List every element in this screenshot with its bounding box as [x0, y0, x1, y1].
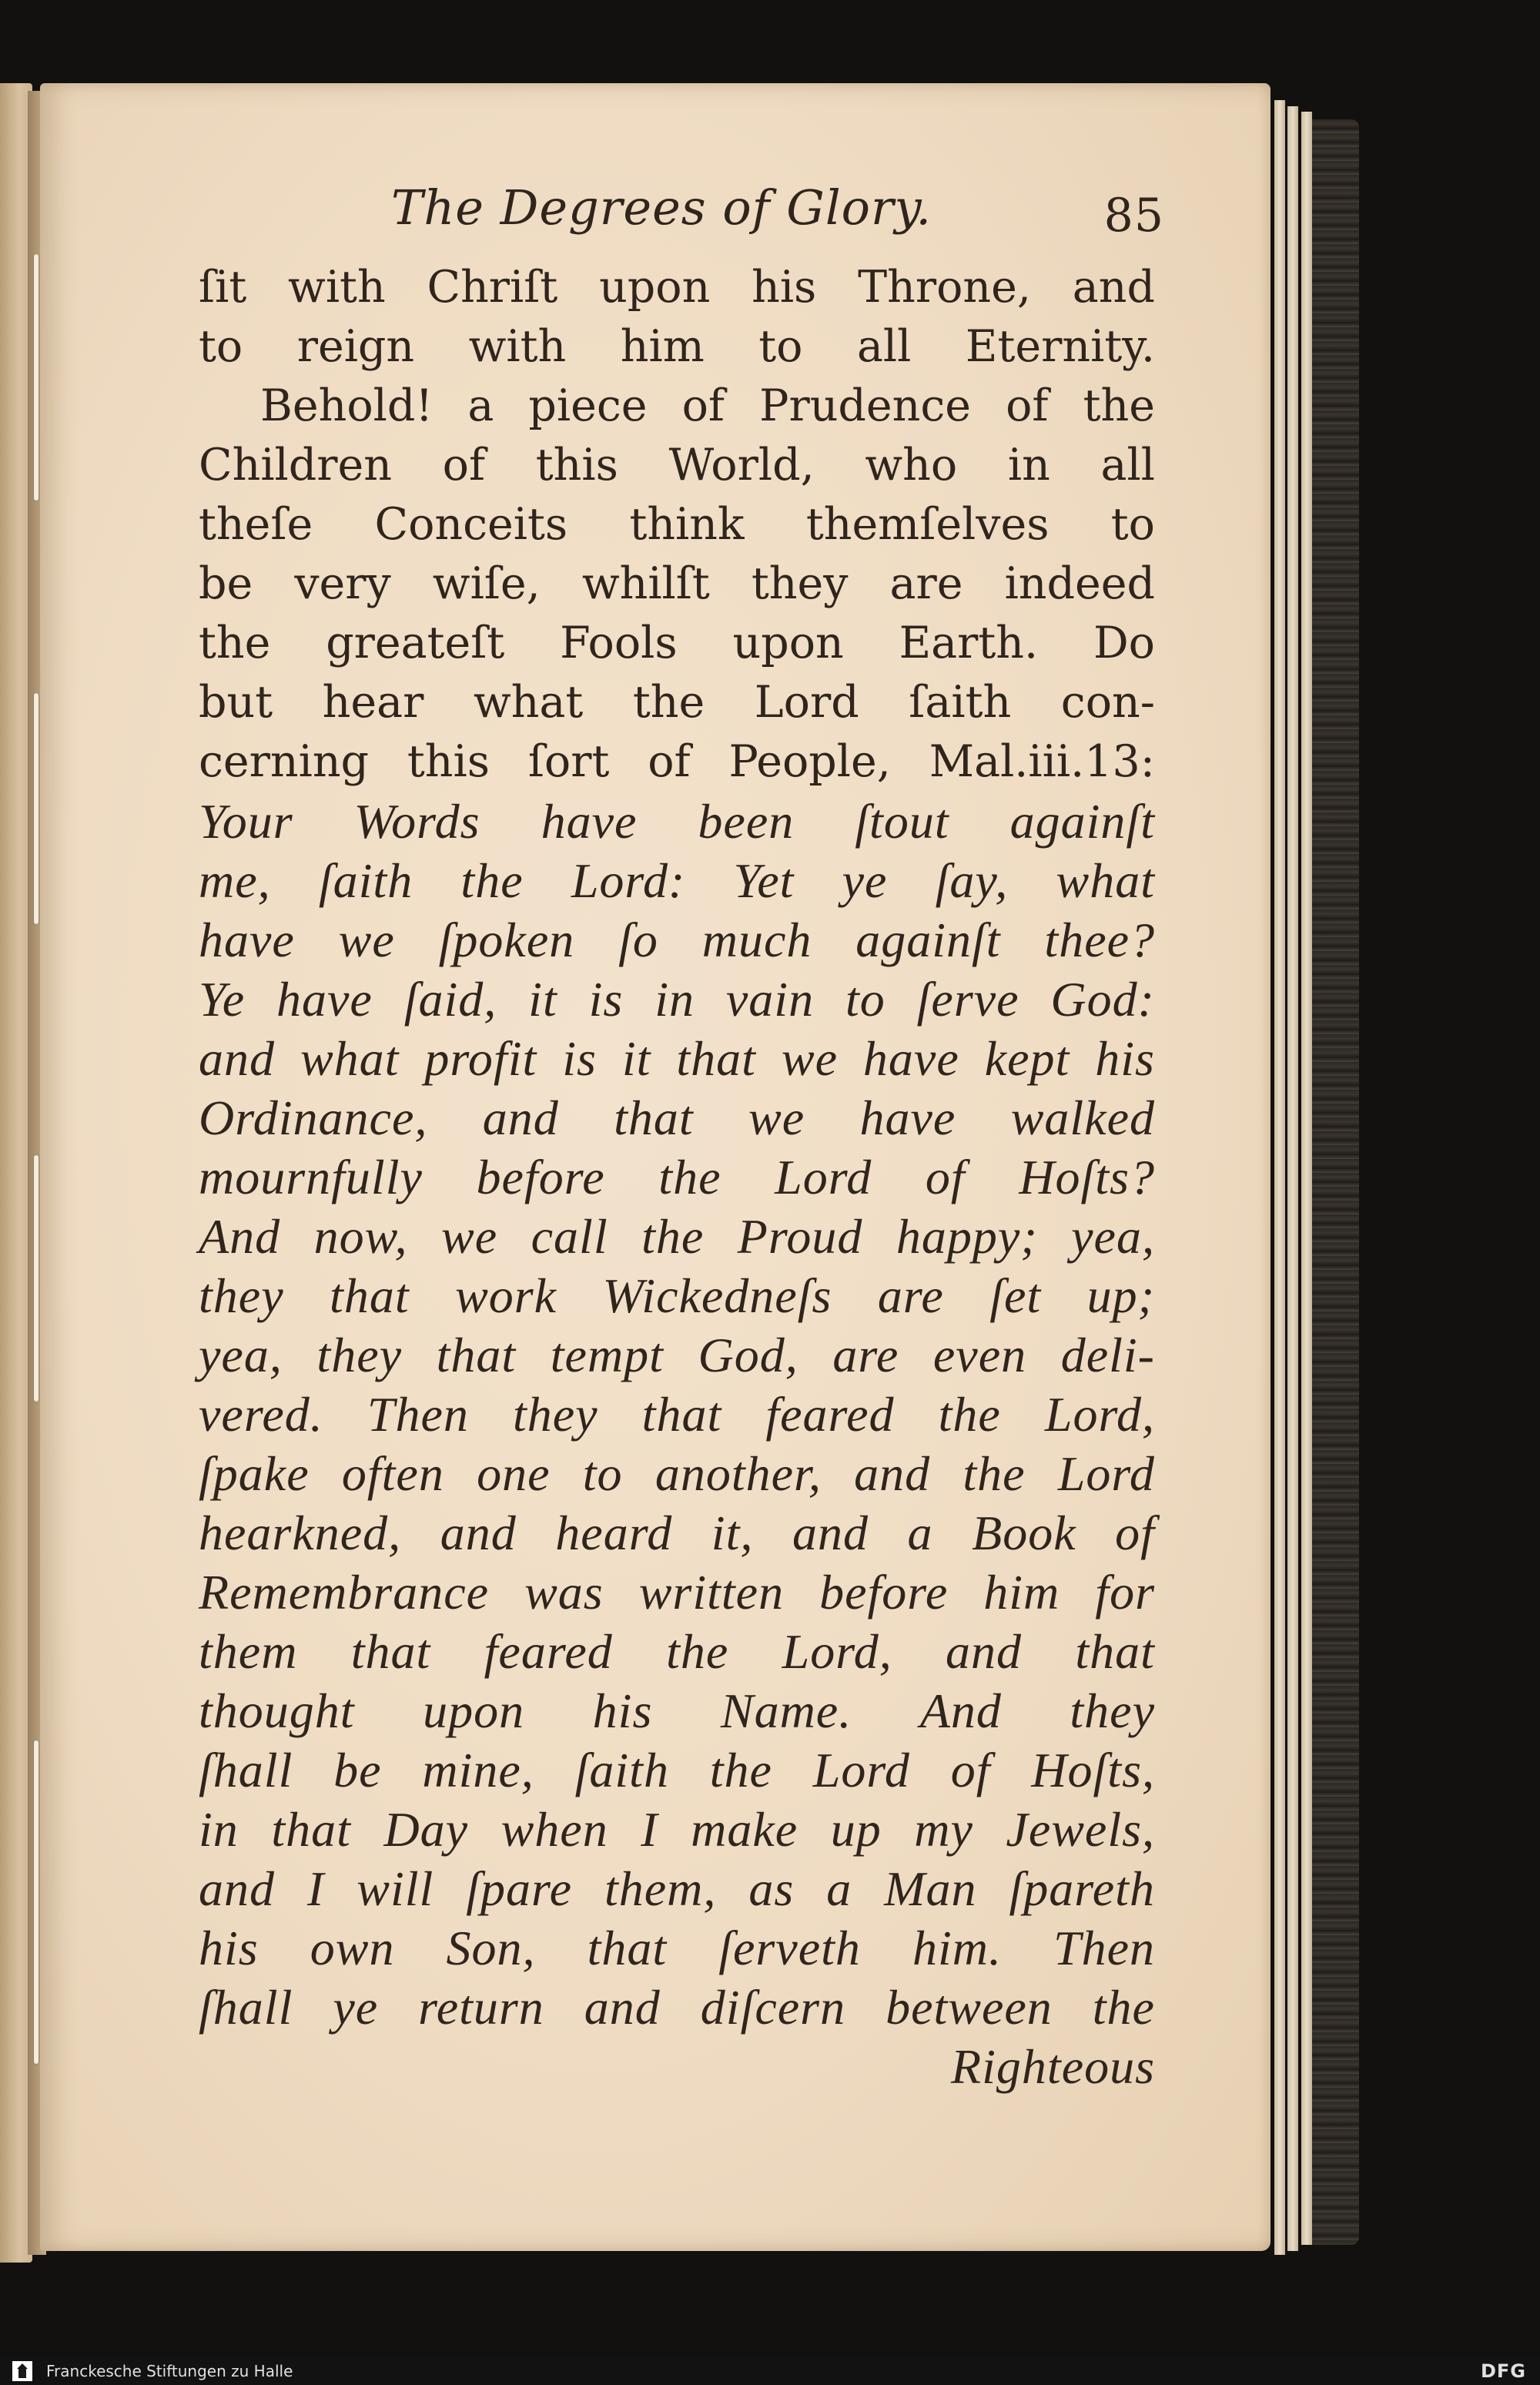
word: when [500, 1802, 608, 1857]
text-line [199, 732, 1155, 792]
word: People, [728, 736, 891, 787]
word: work [455, 1268, 557, 1323]
word: as [748, 1861, 795, 1916]
word: ſit [199, 262, 247, 313]
word: yea, [1071, 1209, 1155, 1264]
word: con- [1060, 677, 1155, 728]
word: Man [884, 1861, 977, 1916]
text-line [199, 970, 1155, 1029]
word: have [199, 913, 295, 967]
word: be [333, 1743, 382, 1797]
word: Do [1093, 618, 1155, 668]
word: mine, [422, 1743, 534, 1797]
word: the [199, 618, 271, 668]
word: God: [1050, 972, 1155, 1027]
word: to [1110, 499, 1155, 550]
word: is [588, 972, 624, 1027]
word: make [691, 1802, 798, 1857]
running-header [199, 173, 1164, 258]
page-number: 85 [1103, 189, 1164, 243]
text-line [199, 1325, 1155, 1385]
word: ſaith [318, 853, 413, 908]
word: of [442, 440, 486, 491]
word: me, [199, 853, 271, 908]
word: are [877, 1268, 944, 1323]
word: up [830, 1802, 882, 1857]
word: we [781, 1031, 838, 1086]
word: of [681, 380, 725, 431]
word: will [357, 1861, 434, 1916]
word: againſt [1009, 794, 1155, 849]
word: upon [423, 1683, 525, 1738]
word: ſpare [466, 1861, 572, 1916]
text-line [199, 1147, 1155, 1207]
word: God, [698, 1328, 798, 1382]
word: Behold! [260, 380, 434, 431]
word: but [199, 677, 273, 728]
word: Book [972, 1506, 1076, 1560]
word: his [752, 262, 817, 313]
word: before [476, 1150, 605, 1204]
institution-logo-icon [12, 2361, 32, 2381]
word: what [473, 677, 584, 728]
word: cerning [199, 736, 370, 787]
word: up; [1086, 1268, 1155, 1323]
word: Name. [720, 1683, 852, 1738]
text-line [199, 1800, 1155, 1859]
word: Your [199, 794, 293, 849]
word: and [440, 1506, 517, 1560]
word: that [587, 1921, 668, 1975]
word: to [845, 972, 886, 1027]
page-text [199, 173, 1164, 2096]
word: againſt [855, 913, 1001, 967]
word: and [199, 1031, 275, 1086]
word: Lord [812, 1743, 910, 1797]
word: they [199, 1268, 284, 1323]
word: Prudence [759, 380, 972, 431]
word: upon [599, 262, 711, 313]
word: Jewels, [1006, 1802, 1155, 1857]
word: often [341, 1446, 444, 1501]
word: Conceits [374, 499, 568, 550]
text-line [199, 851, 1155, 910]
word: and [792, 1506, 869, 1560]
word: And [919, 1683, 1002, 1738]
word: thee? [1044, 913, 1155, 967]
word: written [638, 1565, 785, 1620]
word: ye [842, 853, 888, 908]
word: Hoſts? [1019, 1150, 1155, 1204]
word: Then [367, 1387, 469, 1442]
text-line [199, 1029, 1155, 1088]
word: mournfully [199, 1150, 423, 1204]
word: ſaid, [403, 972, 497, 1027]
word: feared [765, 1387, 895, 1442]
word: happy; [896, 1209, 1038, 1264]
text-line [199, 1681, 1155, 1740]
word: themſelves [805, 499, 1050, 550]
word: Lord: [571, 853, 686, 908]
word: ſhall [199, 1980, 293, 2035]
word: reign [296, 321, 415, 372]
word: and [199, 1861, 275, 1916]
word: they [316, 1328, 402, 1382]
word: the [1083, 380, 1155, 431]
word: the [962, 1446, 1026, 1501]
word: deli- [1060, 1328, 1155, 1382]
word: between [886, 1980, 1053, 2035]
text-line [199, 1740, 1155, 1800]
word: was [524, 1565, 604, 1620]
word: that [350, 1624, 431, 1679]
word: my [914, 1802, 973, 1857]
word: a [826, 1861, 852, 1916]
word: have [859, 1090, 956, 1145]
word: ye [333, 1980, 379, 2035]
word: return [418, 1980, 544, 2035]
word: ſay, [935, 853, 1009, 908]
word: to [582, 1446, 623, 1501]
word: think [629, 499, 745, 550]
word: Mal.iii.13: [929, 736, 1155, 787]
word: all [1100, 440, 1155, 491]
book-cover-edge [1309, 119, 1359, 2245]
text-line [199, 1266, 1155, 1325]
word: ſaith [574, 1743, 669, 1797]
word: now, [313, 1209, 408, 1264]
text-line [199, 554, 1155, 614]
word: walked [1010, 1090, 1155, 1145]
binding-thread [34, 693, 38, 924]
word: his [1095, 1031, 1155, 1086]
word: are [889, 558, 963, 609]
binding-thread [34, 1740, 38, 2064]
text-line [199, 1978, 1155, 2037]
word: Son, [446, 1921, 536, 1975]
word: piece [528, 380, 648, 431]
word: diſcern [700, 1980, 846, 2035]
word: Throne, [858, 262, 1031, 313]
word: upon [732, 618, 844, 668]
word: that [1075, 1624, 1155, 1679]
word: we [441, 1209, 498, 1264]
text-line [199, 495, 1155, 554]
word: a [467, 380, 494, 431]
word: ſhall [199, 1743, 293, 1797]
word: Earth. [899, 618, 1039, 668]
word: ſort [527, 736, 610, 787]
word: them, [604, 1861, 717, 1916]
word: they [751, 558, 849, 609]
word: of [1115, 1506, 1155, 1560]
word: Ye [199, 972, 246, 1027]
word: with [288, 262, 386, 313]
word: the [658, 1150, 721, 1204]
word: Eternity. [965, 321, 1155, 372]
word: the [460, 853, 524, 908]
word: we [748, 1090, 805, 1145]
word: wiſe, [432, 558, 541, 609]
word: the [666, 1624, 729, 1679]
word: in [654, 972, 695, 1027]
word: of [1006, 380, 1049, 431]
word: Wickedneſs [602, 1268, 832, 1323]
word: Lord [754, 677, 859, 728]
word: them [199, 1624, 298, 1679]
word: that [330, 1268, 410, 1323]
header-title: The Degrees of Glory. [391, 179, 932, 236]
text-line [199, 317, 1155, 377]
word: ſpareth [1009, 1861, 1155, 1916]
word: whilſt [581, 558, 710, 609]
word: and [584, 1980, 661, 2035]
catchword-line [199, 2037, 1155, 2096]
text-line [199, 614, 1155, 673]
word: that [641, 1387, 722, 1442]
word: Then [1053, 1921, 1155, 1975]
word: it, [711, 1506, 754, 1560]
word: it [528, 972, 557, 1027]
word: been [698, 794, 795, 849]
institution-name: Franckesche Stiftungen zu Halle [46, 2362, 293, 2380]
word: of [925, 1150, 966, 1204]
word: all [856, 321, 912, 372]
text-lines [199, 258, 1155, 2037]
word: a [907, 1506, 933, 1560]
word: theſe [199, 499, 313, 550]
text-line [199, 1859, 1155, 1918]
word: tempt [550, 1328, 664, 1382]
word: ſpoken [438, 913, 575, 967]
word: the [641, 1209, 705, 1264]
text-line [199, 1385, 1155, 1444]
word: with [468, 321, 567, 372]
word: ſpake [199, 1446, 310, 1501]
binding-thread [34, 254, 38, 501]
word: ſerveth [718, 1921, 861, 1975]
word: Hoſts, [1031, 1743, 1155, 1797]
word: Words [353, 794, 480, 849]
word: him. [912, 1921, 1002, 1975]
word: ſtout [855, 794, 949, 849]
word: I [641, 1802, 658, 1857]
word: indeed [1004, 558, 1155, 609]
word: another, [654, 1446, 822, 1501]
word: is [562, 1031, 597, 1086]
word: ſerve [916, 972, 1019, 1027]
word: hear [322, 677, 424, 728]
word: they [1070, 1683, 1155, 1738]
word: I [306, 1861, 325, 1916]
word: much [701, 913, 812, 967]
word: ſaith [909, 677, 1012, 728]
word: one [477, 1446, 551, 1501]
word: of [648, 736, 691, 787]
text-line [199, 792, 1155, 851]
word: his [199, 1921, 259, 1975]
word: Day [383, 1802, 469, 1857]
text-line [199, 1503, 1155, 1563]
page-block-edge [1287, 106, 1298, 2251]
word: Proud [737, 1209, 863, 1264]
word: feared [484, 1624, 613, 1679]
word: for [1095, 1565, 1155, 1620]
word: and [854, 1446, 931, 1501]
word: Lord, [782, 1624, 892, 1679]
word: Children [199, 440, 392, 491]
word: heard [555, 1506, 673, 1560]
word: that [436, 1328, 517, 1382]
word: in [199, 1802, 239, 1857]
word: ſet [989, 1268, 1042, 1323]
word: yea, [199, 1328, 283, 1382]
word: And [199, 1209, 281, 1264]
text-line [199, 1088, 1155, 1147]
word: Remembrance [199, 1565, 490, 1620]
text-line [199, 1918, 1155, 1978]
word: Lord [1057, 1446, 1155, 1501]
word: him [983, 1565, 1060, 1620]
word: and [946, 1624, 1023, 1679]
word: they [512, 1387, 598, 1442]
word: vered. [199, 1387, 323, 1442]
word: the [709, 1743, 772, 1797]
word: Ordinance, [199, 1090, 428, 1145]
text-line [199, 436, 1155, 495]
word: even [932, 1328, 1027, 1382]
word: have [276, 972, 373, 1027]
word: own [310, 1921, 395, 1975]
footer-bar [0, 2357, 1540, 2385]
word: him [620, 321, 705, 372]
word: very [294, 558, 391, 609]
text-line [199, 258, 1155, 317]
text-line [199, 673, 1155, 732]
word: in [1007, 440, 1050, 491]
word: his [592, 1683, 653, 1738]
word: have [541, 794, 638, 849]
word: vain [725, 972, 815, 1027]
word: the [1092, 1980, 1155, 2035]
word: greateſt [326, 618, 505, 668]
word: kept [984, 1031, 1070, 1086]
text-line [199, 1622, 1155, 1681]
word: what [1056, 853, 1155, 908]
page-block-edge [1274, 100, 1285, 2255]
word: who [865, 440, 958, 491]
word: World, [668, 440, 815, 491]
word: the [938, 1387, 1001, 1442]
word: Yet [733, 853, 795, 908]
word: Chriſt [427, 262, 558, 313]
word: to [199, 321, 243, 372]
text-line [199, 1563, 1155, 1622]
word: that [676, 1031, 756, 1086]
word: of [950, 1743, 991, 1797]
dfg-logo: DFG [1480, 2360, 1526, 2382]
text-line [199, 377, 1155, 436]
word: Lord, [1044, 1387, 1155, 1442]
word: what [300, 1031, 400, 1086]
word: ſo [618, 913, 658, 967]
word: that [614, 1090, 694, 1145]
word: call [531, 1209, 608, 1264]
word: hearkned, [199, 1506, 402, 1560]
word: and [1072, 262, 1155, 313]
word: Lord [775, 1150, 872, 1204]
word: be [199, 558, 253, 609]
text-line [199, 1207, 1155, 1266]
word: that [271, 1802, 351, 1857]
word: this [407, 736, 490, 787]
word: have [862, 1031, 959, 1086]
word: the [632, 677, 705, 728]
text-line [199, 1444, 1155, 1503]
catchword: Righteous [951, 2039, 1155, 2094]
word: before [819, 1565, 949, 1620]
word: Fools [560, 618, 678, 668]
binding-thread [34, 1155, 38, 1402]
word: profit [424, 1031, 537, 1086]
word: we [338, 913, 395, 967]
word: it [621, 1031, 651, 1086]
page-block-edge [1301, 112, 1312, 2245]
word: to [758, 321, 803, 372]
word: thought [199, 1683, 355, 1738]
word: and [482, 1090, 559, 1145]
word: this [535, 440, 618, 491]
word: are [832, 1328, 899, 1382]
text-line [199, 910, 1155, 970]
